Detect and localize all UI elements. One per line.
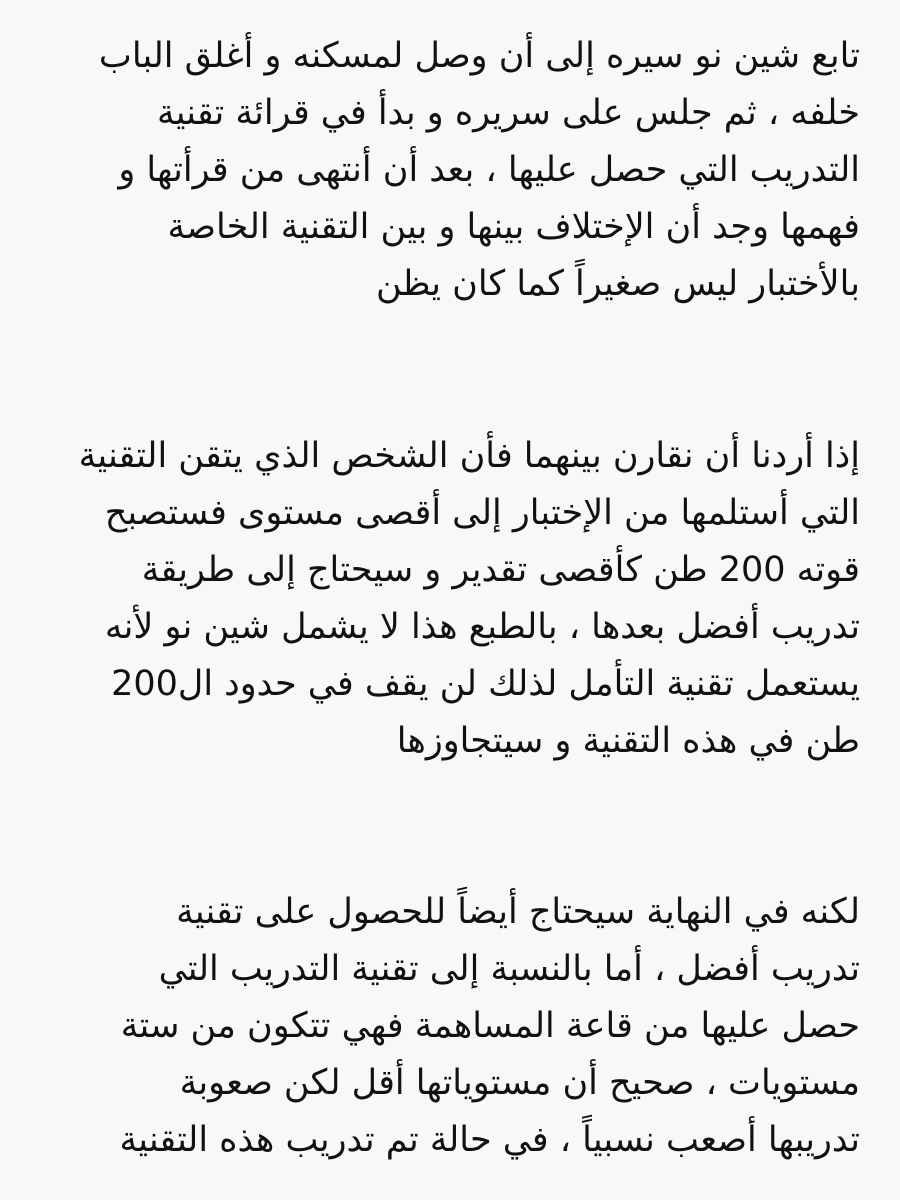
text-line: فهمها وجد أن الإختلاف بينها و بين التقنية الخاصة — [167, 207, 860, 247]
paragraph-1 — [40, 28, 860, 313]
text-line: إذا أردنا أن نقارن بينهما فأن الشخص الذي يتقن التقنية — [78, 436, 860, 476]
text-line: قوته 200 طن كأقصى تقدير و سيحتاج إلى طريقة — [141, 550, 860, 590]
text-line: مستويات ، صحيح أن مستوياتها أقل لكن صعوبة — [179, 1063, 860, 1103]
text-line: التي أستلمها من الإختبار إلى أقصى مستوى فستصبح — [104, 493, 860, 533]
text-line: تدريب أفضل بعدها ، بالطبع هذا لا يشمل شين نو لأنه — [104, 607, 860, 647]
text-line: حصل عليها من قاعة المساهمة فهي تتكون من ستة — [120, 1006, 860, 1046]
paragraph-3 — [40, 884, 860, 1169]
paragraph-2 — [40, 428, 860, 770]
text-line: تدريب أفضل ، أما بالنسبة إلى تقنية التدريب التي — [158, 949, 860, 989]
text-line: يستعمل تقنية التأمل لذلك لن يقف في حدود ال200 — [111, 664, 860, 704]
text-line: لكنه في النهاية سيحتاج أيضاً للحصول على تقنية — [176, 892, 860, 932]
text-line: تابع شين نو سيره إلى أن وصل لمسكنه و أغلق الباب — [98, 36, 860, 76]
text-line: بالأختبار ليس صغيراً كما كان يظن — [375, 264, 860, 304]
text-line: خلفه ، ثم جلس على سريره و بدأ في قرائة تقنية — [156, 93, 860, 133]
text-line: تدريبها أصعب نسبياً ، في حالة تم تدريب هذه التقنية — [119, 1120, 860, 1160]
text-line: طن في هذه التقنية و سيتجاوزها — [396, 721, 860, 761]
text-line: التدريب التي حصل عليها ، بعد أن أنتهى من قرأتها و — [118, 150, 860, 190]
